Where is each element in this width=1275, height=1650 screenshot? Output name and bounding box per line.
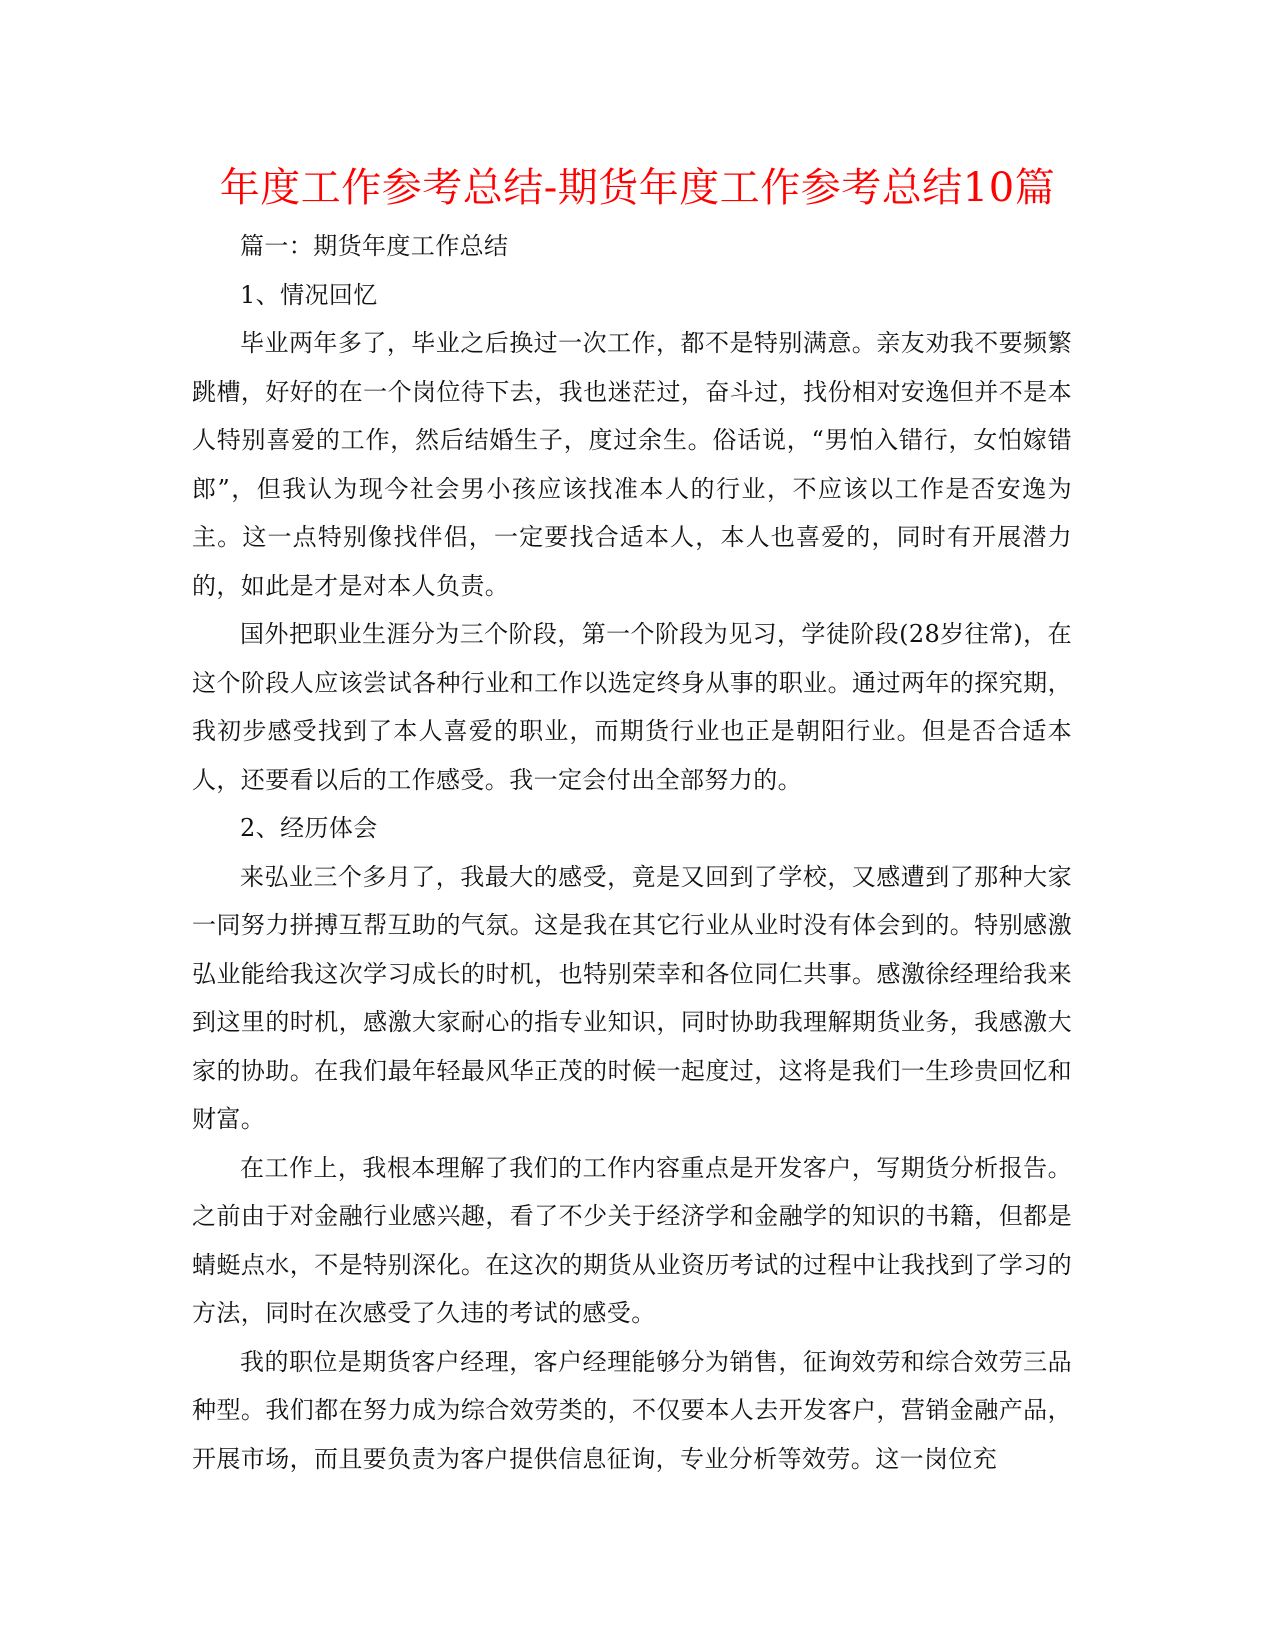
body-paragraph: 在工作上，我根本理解了我们的工作内容重点是开发客户，写期货分析报告。之前由于对金融行业感兴趣，看了不少关于经济学和金融学的知识的书籍，但都是蜻蜓点水，不是特别深化。在这次的期货从业资历考试的过程中让我找到了学习的方法，同时在次感受了久违的考试的感受。 [192, 1153, 1072, 1327]
subsection-heading: 1、情况回忆 [240, 280, 378, 309]
body-paragraph: 来弘业三个多月了，我最大的感受，竟是又回到了学校，又感遭到了那种大家一同努力拼搏互帮互助的气氛。这是我在其它行业从业时没有体会到的。特别感激弘业能给我这次学习成长的时机，也特别荣幸和各位同仁共事。感激徐经理给我来到这里的时机，感激大家耐心的指专业知识，同时协助我理解期货业务，我感激大家的协助。在我们最年轻最风华正茂的时候一起度过，这将是我们一生珍贵回忆和财富。 [192, 862, 1072, 1133]
document-body [192, 222, 1072, 1483]
body-paragraph: 我的职位是期货客户经理，客户经理能够分为销售，征询效劳和综合效劳三品种型。我们都在努力成为综合效劳类的，不仅要本人去开发客户，营销金融产品，开展市场，而且要负责为客户提供信息征询，专业分析等效劳。这一岗位充 [192, 1347, 1072, 1473]
body-paragraph: 国外把职业生涯分为三个阶段，第一个阶段为见习，学徒阶段(28岁往常)，在这个阶段人应该尝试各种行业和工作以选定终身从事的职业。通过两年的探究期，我初步感受找到了本人喜爱的职业，而期货行业也正是朝阳行业。但是否合适本人，还要看以后的工作感受。我一定会付出全部努力的。 [192, 620, 1072, 794]
subsection-heading: 2、经历体会 [240, 814, 378, 842]
body-paragraph: 毕业两年多了，毕业之后换过一次工作，都不是特别满意。亲友劝我不要频繁跳槽，好好的在一个岗位待下去，我也迷茫过，奋斗过，找份相对安逸但并不是本人特别喜爱的工作，然后结婚生子，度过余生。俗话说，“男怕入错行，女怕嫁错郎”，但我认为现今社会男小孩应该找准本人的行业，不应该以工作是否安逸为主。这一点特别像找伴侣，一定要找合适本人，本人也喜爱的，同时有开展潜力的，如此是才是对本人负责。 [192, 329, 1072, 600]
section-heading: 篇一：期货年度工作总结 [240, 232, 509, 260]
document-title: 年度工作参考总结-期货年度工作参考总结10篇 [219, 165, 1056, 211]
